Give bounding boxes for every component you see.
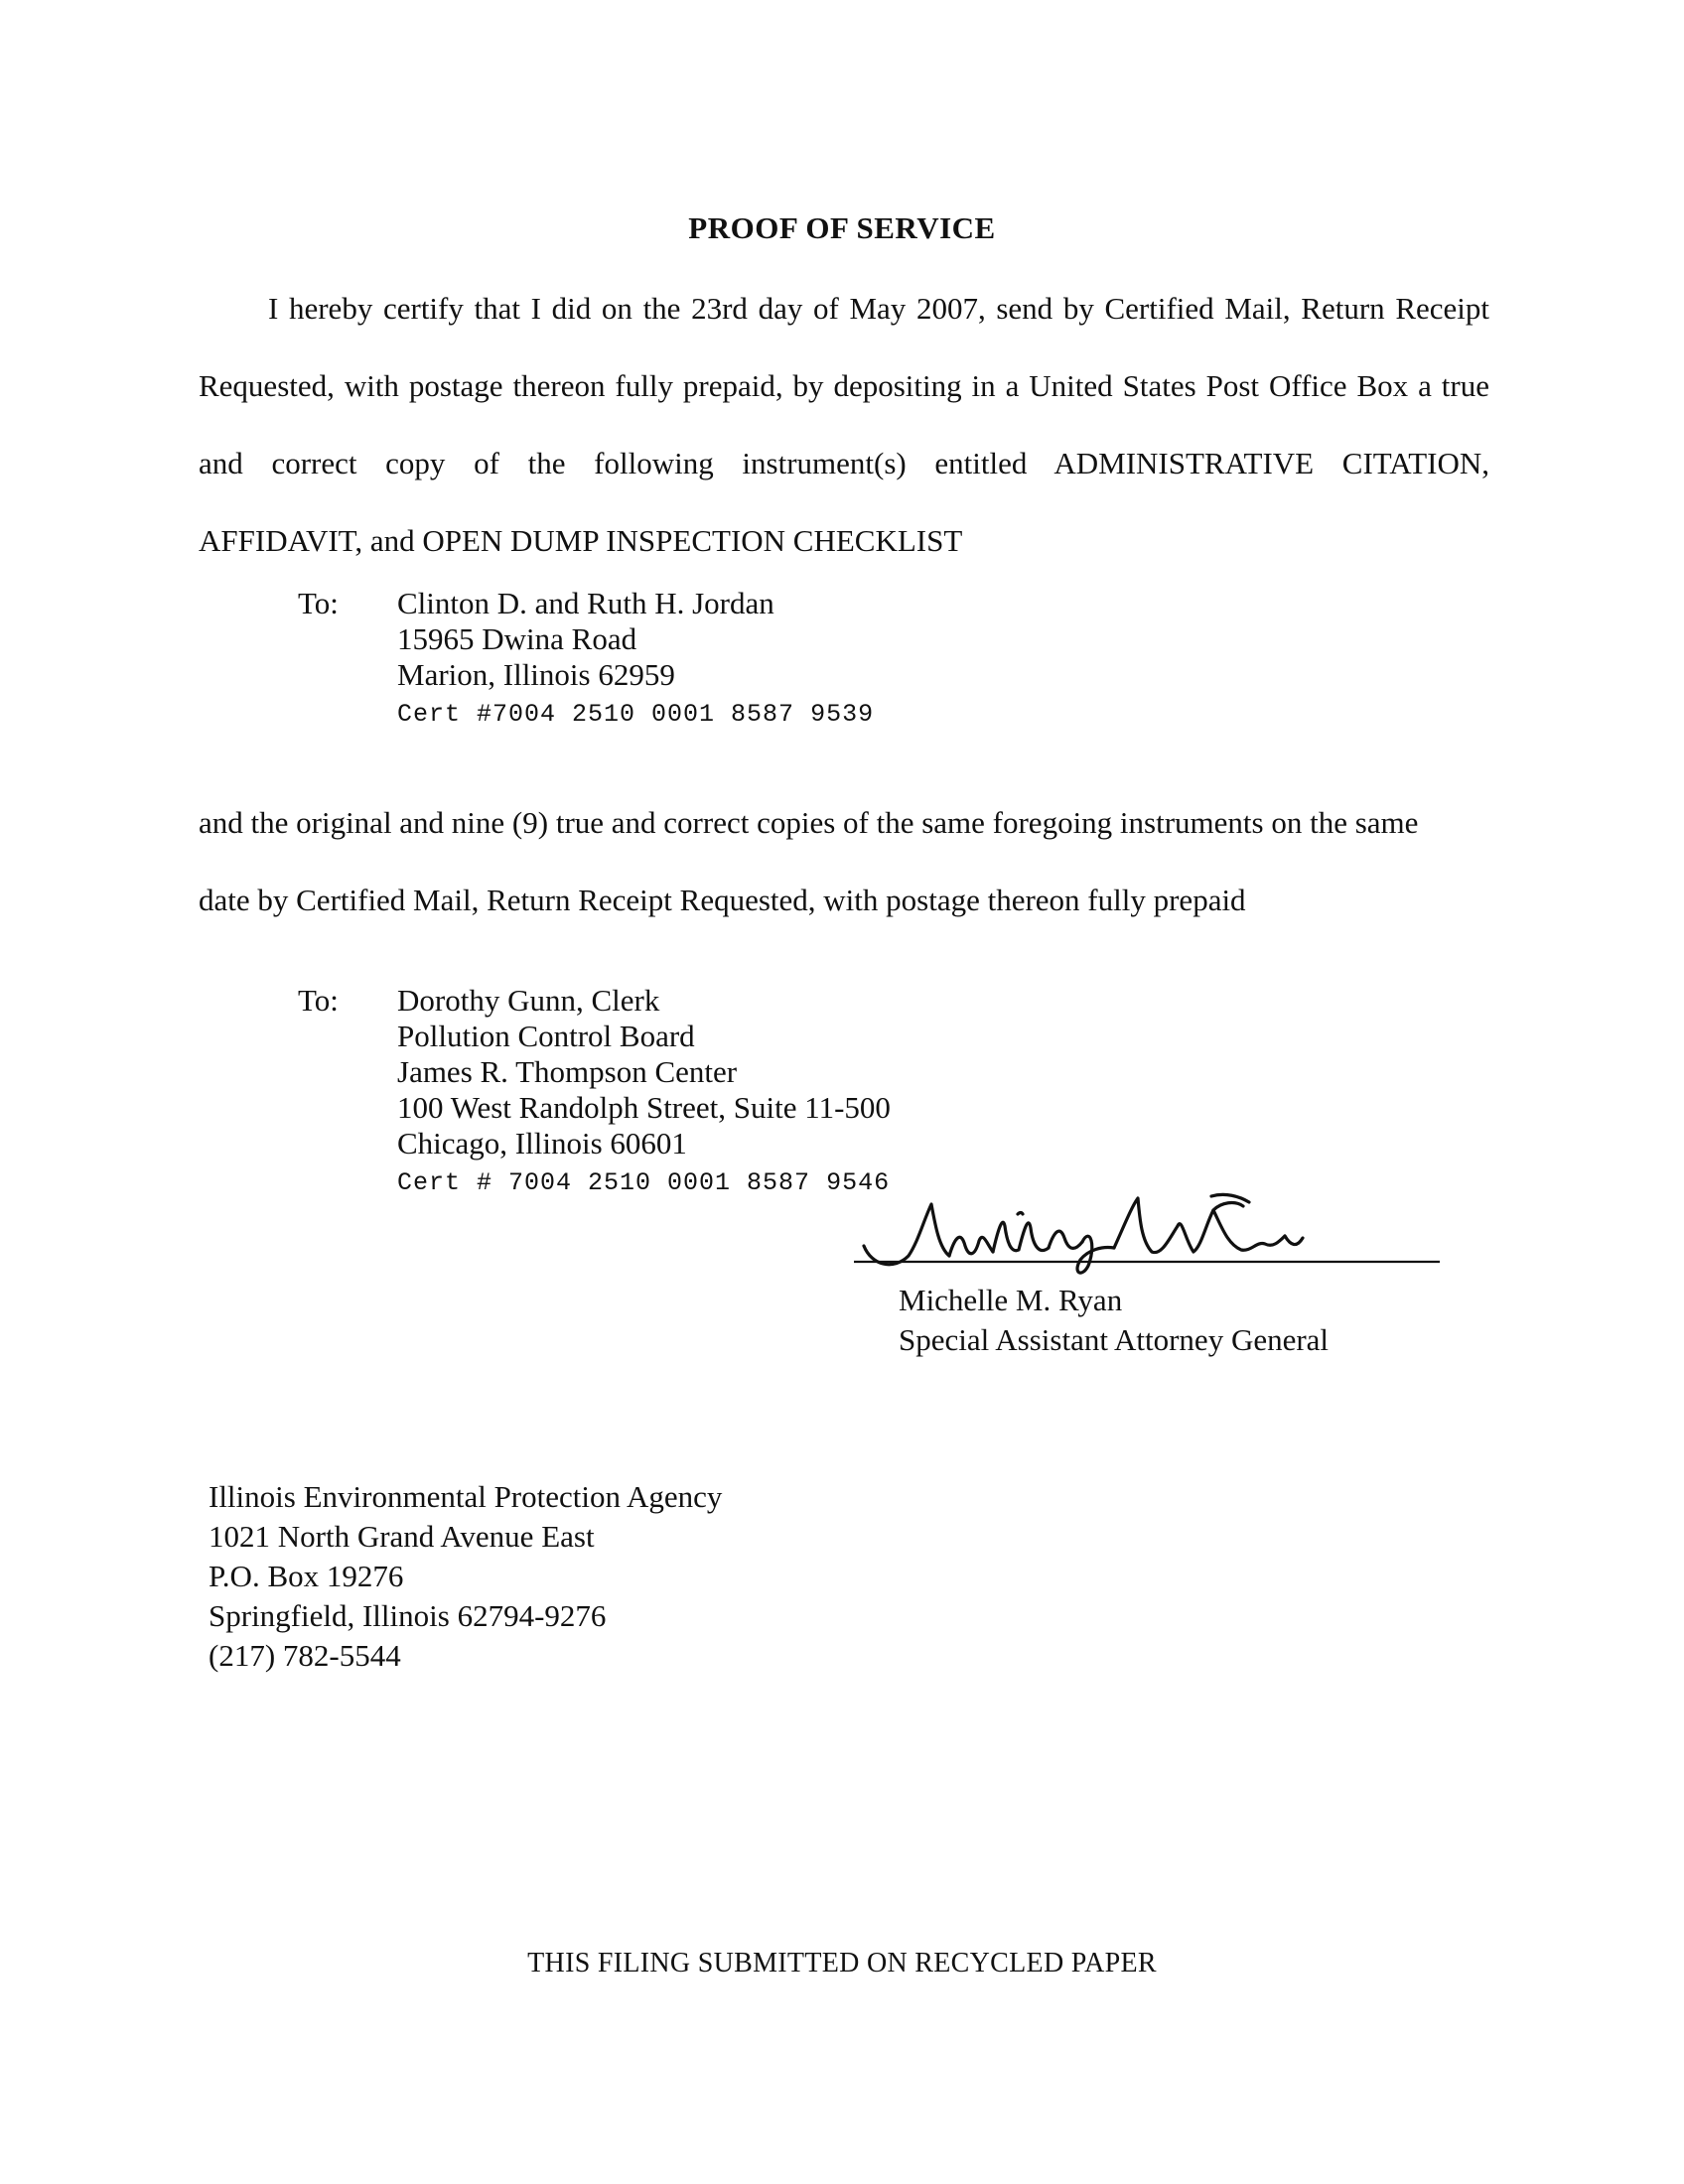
recipient2-to-label: To:	[298, 983, 339, 1018]
recipient2-address	[397, 983, 891, 1201]
agency-phone: (217) 782-5544	[209, 1638, 401, 1673]
paragraph-line: I hereby certify that I did on the 23rd day of May 2007, send by Certified Mail, Return Receipt	[268, 291, 1489, 326]
certified-mail-number: Cert #7004 2510 0001 8587 9539	[397, 700, 875, 729]
paragraph-line: and correct copy of the following instrument(s) entitled ADMINISTRATIVE CITATION,	[199, 446, 1489, 480]
address-line: Dorothy Gunn, Clerk	[397, 983, 660, 1018]
paragraph-line: Requested, with postage thereon fully prepaid, by depositing in a United States Post Office Box a true	[199, 368, 1489, 403]
address-line: Clinton D. and Ruth H. Jordan	[397, 586, 774, 620]
address-line: Marion, Illinois 62959	[397, 657, 675, 692]
address-line: James R. Thompson Center	[397, 1054, 738, 1089]
signer-block	[899, 1281, 1329, 1360]
address-line: Pollution Control Board	[397, 1019, 695, 1053]
copies-paragraph	[199, 784, 1489, 939]
address-line: 100 West Randolph Street, Suite 11-500	[397, 1090, 891, 1125]
paragraph-line: date by Certified Mail, Return Receipt Requested, with postage thereon fully prepaid	[199, 883, 1246, 917]
recipient1-to-label: To:	[298, 586, 339, 620]
certified-mail-number: Cert # 7004 2510 0001 8587 9546	[397, 1168, 891, 1197]
paragraph-line: AFFIDAVIT, and OPEN DUMP INSPECTION CHECKLIST	[199, 523, 963, 558]
recipient1-address	[397, 586, 874, 733]
address-line: Chicago, Illinois 60601	[397, 1126, 687, 1160]
document-title: PROOF OF SERVICE	[688, 210, 996, 245]
paragraph-line: and the original and nine (9) true and correct copies of the same foregoing instruments on the same	[199, 805, 1419, 840]
handwritten-signature	[854, 1186, 1440, 1281]
recycled-paper-footer: THIS FILING SUBMITTED ON RECYCLED PAPER	[527, 1948, 1157, 1979]
certification-paragraph	[199, 270, 1489, 580]
signer-name: Michelle M. Ryan	[899, 1283, 1123, 1317]
signer-title: Special Assistant Attorney General	[899, 1322, 1330, 1357]
agency-line: Springfield, Illinois 62794-9276	[209, 1598, 607, 1633]
address-line: 15965 Dwina Road	[397, 621, 637, 656]
agency-address	[209, 1477, 722, 1676]
agency-line: P.O. Box 19276	[209, 1559, 404, 1593]
agency-line: Illinois Environmental Protection Agency	[209, 1479, 723, 1514]
agency-line: 1021 North Grand Avenue East	[209, 1519, 595, 1554]
